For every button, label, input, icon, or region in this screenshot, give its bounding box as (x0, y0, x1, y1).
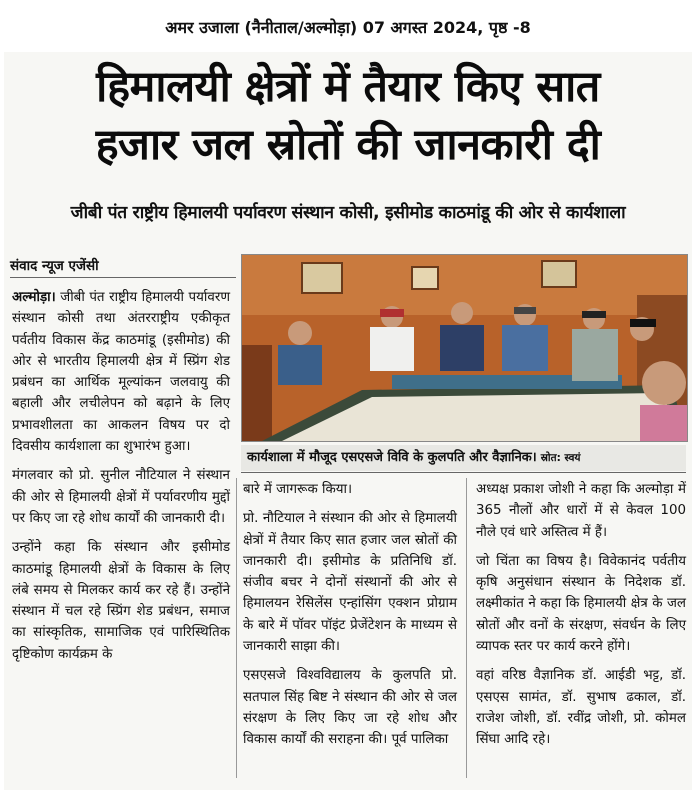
subheadline: जीबी पंत राष्ट्रीय हिमालयी पर्यावरण संस्थान कोसी, इसीमोड काठमांडू की ओर से कार्यशाला (70, 203, 626, 223)
workshop-photo-illustration (242, 255, 687, 441)
paragraph-4: बारे में जागरूक किया। (243, 482, 353, 497)
source-line: अमर उजाला (नैनीताल/अल्मोड़ा) 07 अगस्त 2024, पृष्ठ -8 (165, 18, 531, 37)
paragraph-5: प्रो. नौटियाल ने संस्थान की ओर से हिमालयी क्षेत्रों में तैयार किए सात हजार जल स्रोतों की जानकारी दी। इसीमोड के प्रतिनिधि डॉ. संजीव बचर ने दोनों संस्थानों की ओर से हिमालयन रेसिलेंस एन्हांसिंग एक्शन प्रोग्राम के बारे में पॉवर पॉइंट प्रेजेंटेशन के माध्यम से जानकारी साझा की। (243, 511, 457, 655)
paragraph-6: एसएसजे विश्वविद्यालय के कुलपति प्रो. सतपाल सिंह बिष्ट ने संस्थान की ओर से जल संरक्षण के लिए किए जा रहे शोध और विकास कार्यों की सराहना की। पूर्व पालिका (243, 668, 457, 748)
photo-caption-text: कार्यशाला में मौजूद एसएसजे विवि के कुलपति और वैज्ञानिक। (247, 450, 537, 465)
article-paragraph (12, 287, 230, 457)
headline-line-2: हजार जल स्रोतों की जानकारी दी (95, 120, 601, 170)
photo-caption (241, 445, 686, 471)
paragraph-9: वहां वरिष्ठ वैज्ञानिक डॉ. आईडी भट्ट, डॉ. एसएस सामंत, डॉ. सुभाष ढकाल, डॉ. राजेश जोशी, डॉ. रवींद्र जोशी, प्रो. कोमल सिंघा आदि रहे। (476, 668, 686, 748)
paragraph-3: उन्होंने कहा कि संस्थान और इसीमोड काठमांडू हिमालयी क्षेत्रों के विकास के लिए लंबे समय से मिलकर कार्य कर रहे हैं। उन्होंने संस्थान में चल रहे स्प्रिंग शेड प्रबंधन, समाज का सांस्कृतिक, सामाजिक एवं पारिस्थितिक दृष्टिकोण कार्यक्रम के (12, 540, 230, 662)
caption-rule (241, 472, 686, 473)
workshop-photo (241, 254, 688, 442)
paragraph-8: जो चिंता का विषय है। विवेकानंद पर्वतीय कृषि अनुसंधान संस्थान के निदेशक डॉ. लक्ष्मीकांत ने कहा कि हिमालयी क्षेत्र के जल स्रोतों और वनों के संरक्षण, संवर्धन के लिए व्यापक स्तर पर कार्य करने होंगे। (476, 553, 686, 655)
headline-line-1: हिमालयी क्षेत्रों में तैयार किए सात (96, 62, 600, 112)
dateline: अल्मोड़ा। (12, 290, 56, 305)
photo-credit: स्रोत: स्वयं (540, 452, 581, 464)
paragraph-1: जीबी पंत राष्ट्रीय हिमालयी पर्यावरण संस्थान कोसी तथा अंतरराष्ट्रीय एकीकृत पर्वतीय विकास केंद्र काठमांडू (इसीमोड) की ओर से भारतीय हिमालयी क्षेत्र में स्प्रिंग शेड प्रबंधन का आर्थिक मूल्यांकन जलवायु की बहाली और लचीलेपन को बढ़ाने के लिए प्रभावशीलता का आकलन विषय पर दो दिवसीय कार्यशाला का शुभारंभ हुआ। (12, 290, 230, 455)
article-column-1 (12, 287, 230, 665)
paragraph-2: मंगलवार को प्रो. सुनील नौटियाल ने संस्थान की ओर से हिमालयी क्षेत्रों में पर्यावरणीय मुद्दों पर किए जा रहे शोध कार्यों की जानकारी दी। (12, 468, 230, 526)
paragraph-7: अध्यक्ष प्रकाश जोशी ने कहा कि अल्मोड़ा में 365 नौलों और धारों में से केवल 100 नौले एवं धारे अस्तित्व में हैं। (476, 482, 686, 540)
article-column-3 (476, 479, 686, 751)
column-divider-1 (236, 478, 237, 778)
column-divider-2 (466, 478, 467, 778)
article-column-2 (243, 479, 457, 751)
byline-rule (10, 277, 236, 278)
agency-byline: संवाद न्यूज एजेंसी (10, 258, 99, 274)
